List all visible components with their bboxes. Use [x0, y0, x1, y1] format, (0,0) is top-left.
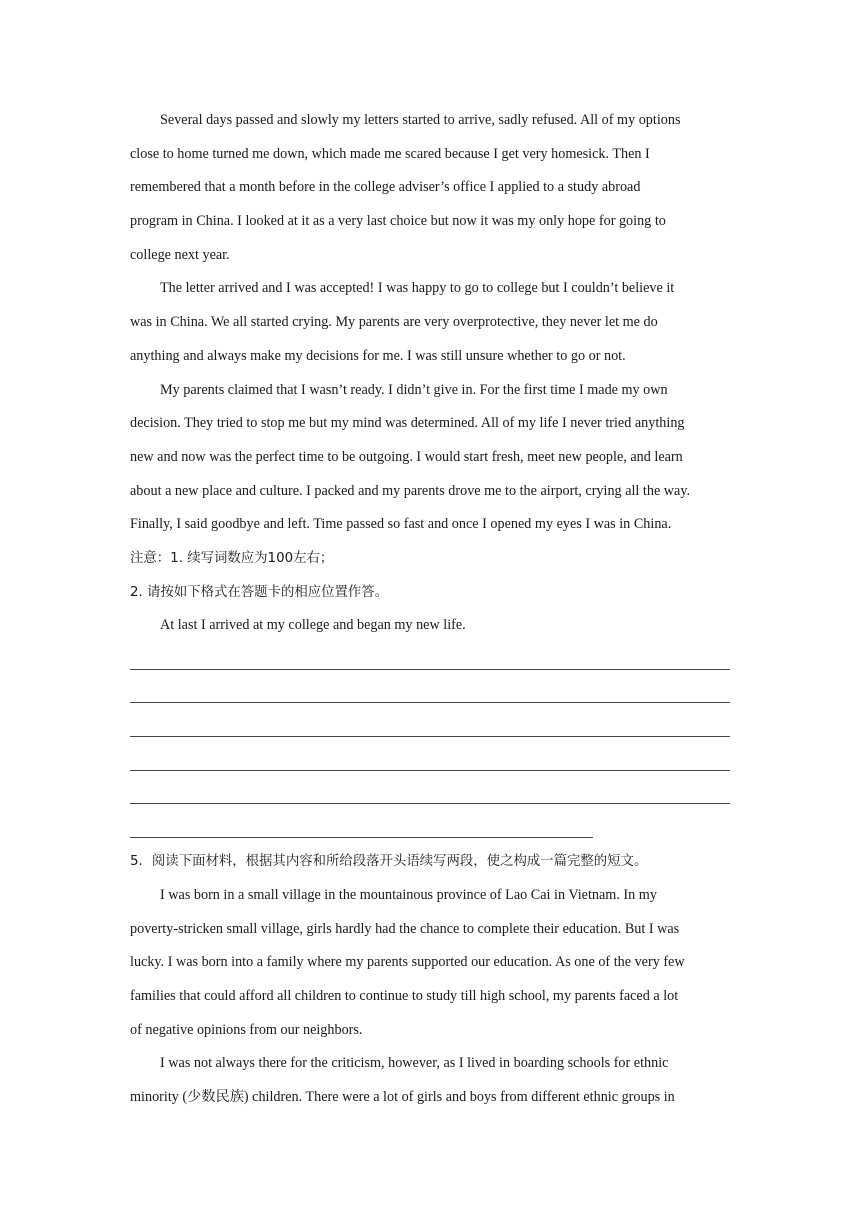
- note-format: 2. 请按如下格式在答题卡的相应位置作答。: [130, 584, 389, 600]
- note-word-count: 注意：1. 续写词数应为100左右；: [130, 550, 334, 566]
- passage-line: anything and always make my decisions for me. I was still unsure whether to go or not.: [130, 347, 626, 364]
- question-5-instruction: 5．阅读下面材料，根据其内容和所给段落开头语续写两段，使之构成一篇完整的短文。: [130, 854, 648, 870]
- answer-rule: [130, 669, 730, 670]
- passage-line: remembered that a month before in the college adviser’s office I applied to a study abroad: [130, 179, 641, 196]
- passage-line: The letter arrived and I was accepted! I was happy to go to college but I couldn’t believe it: [160, 280, 675, 297]
- passage-line: program in China. I looked at it as a very last choice but now it was my only hope for going to: [130, 213, 666, 230]
- answer-line[interactable]: [130, 778, 730, 812]
- passage-line: was in China. We all started crying. My parents are very overprotective, they never let me do: [130, 314, 658, 331]
- answer-rule: [130, 803, 730, 804]
- passage-line: about a new place and culture. I packed and my parents drove me to the airport, crying all the way.: [130, 482, 691, 499]
- question-5-line: I was born in a small village in the mountainous province of Lao Cai in Vietnam. In my: [160, 886, 657, 903]
- answer-rule: [130, 702, 730, 703]
- passage-line: My parents claimed that I wasn’t ready. I didn’t give in. For the first time I made my own: [160, 381, 668, 398]
- passage-line: close to home turned me down, which made me scared because I get very homesick. Then I: [130, 145, 650, 162]
- paragraph-start: At last I arrived at my college and began my new life.: [160, 617, 466, 634]
- question-5-line: I was not always there for the criticism, however, as I lived in boarding schools for ethnic: [160, 1055, 669, 1072]
- question-5-line: poverty-stricken small village, girls hardly had the chance to complete their education. But I was: [130, 920, 680, 937]
- passage-line: Several days passed and slowly my letters started to arrive, sadly refused. All of my options: [160, 112, 681, 128]
- passage-line: decision. They tried to stop me but my mind was determined. All of my life I never tried anything: [130, 415, 685, 432]
- question-5-line: families that could afford all children to continue to study till high school, my parents faced a lot: [130, 987, 679, 1004]
- answer-rule: [130, 770, 730, 771]
- document-page: [130, 104, 730, 1115]
- answer-line[interactable]: [130, 744, 730, 778]
- passage-line: new and now was the perfect time to be outgoing. I would start fresh, meet new people, and learn: [130, 448, 683, 465]
- question-5-line: minority (少数民族) children. There were a lot of girls and boys from different ethnic groups in: [130, 1088, 675, 1105]
- question-5-line: lucky. I was born into a family where my parents supported our education. As one of the very few: [130, 954, 685, 971]
- answer-line[interactable]: [130, 643, 730, 677]
- answer-rule: [130, 736, 730, 737]
- answer-line[interactable]: [130, 811, 730, 845]
- answer-rule: [130, 837, 593, 838]
- passage-line: college next year.: [130, 246, 230, 263]
- passage-line: Finally, I said goodbye and left. Time passed so fast and once I opened my eyes I was in China.: [130, 516, 672, 533]
- question-5-line: of negative opinions from our neighbors.: [130, 1021, 363, 1038]
- answer-line[interactable]: [130, 677, 730, 711]
- answer-line[interactable]: [130, 710, 730, 744]
